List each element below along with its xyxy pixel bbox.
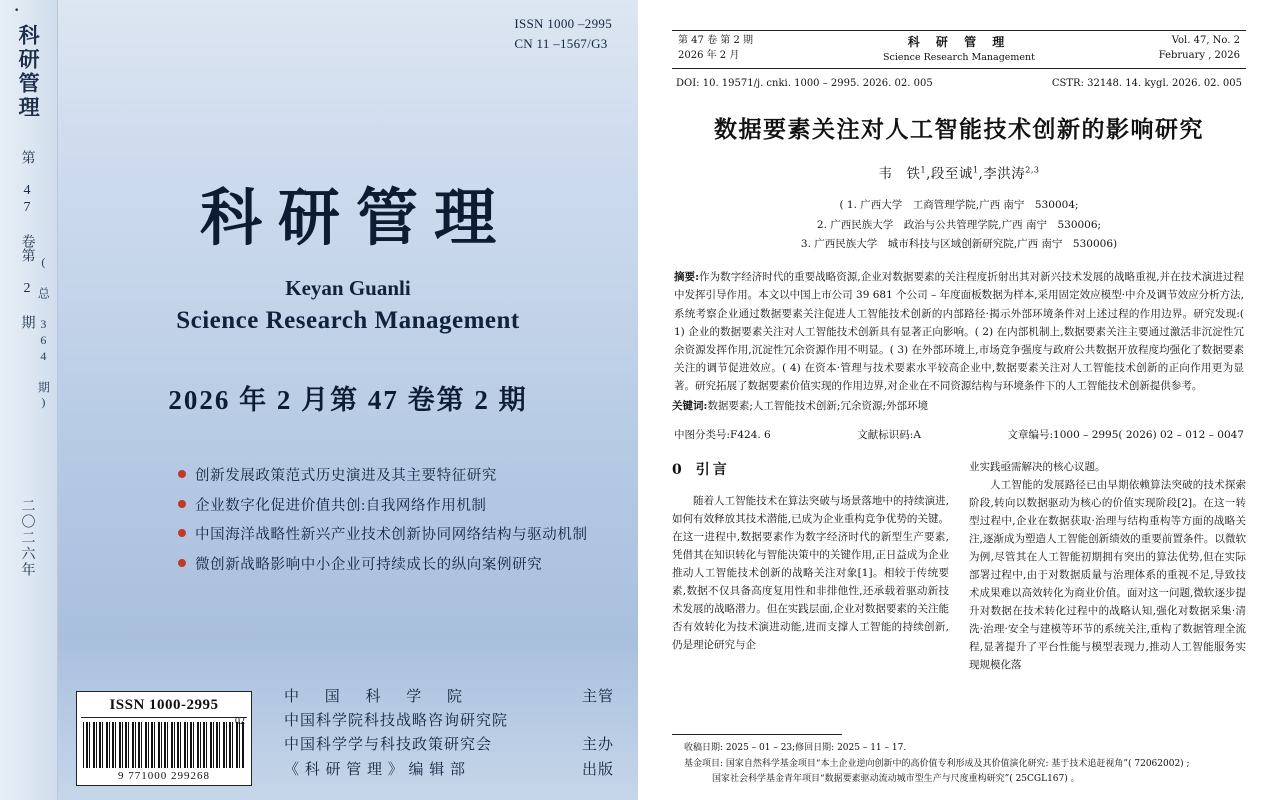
cover-bottom: [58, 670, 638, 800]
cover-table-of-contents: [178, 462, 598, 581]
running-head-vol-en: Vol. 47, No. 2: [1171, 35, 1240, 46]
footnote-funding-2: 国家社会科学基金青年项目“数据要素驱动流动城市型生产与尺度重构研究”( 25CGL167) 。: [712, 774, 1080, 785]
publisher-role: [578, 709, 614, 733]
publisher-block: [284, 685, 614, 782]
publisher-row: [284, 709, 614, 733]
article-no-value: 1000 – 2995( 2026) 02 – 012 – 0047: [1053, 428, 1244, 441]
toc-item-label: 中国海洋战略性新兴产业技术创新协同网络结构与驱动机制: [195, 527, 588, 544]
abstract-block: [672, 268, 1246, 394]
paragraph-continuation: 业实践亟需解决的核心议题。: [969, 460, 1106, 473]
toc-item: [178, 521, 598, 551]
section-number: 0: [672, 461, 682, 478]
affiliation-line: ( 1. 广西大学 工商管理学院,广西 南宁 530004;: [839, 199, 1079, 212]
cover-issue-line: 2026 年 2 月第 47 卷第 2 期: [168, 385, 528, 415]
footnote-block: [672, 734, 1246, 788]
cover-spine: [0, 0, 58, 800]
running-head-date: 2026 年 2 月: [678, 49, 740, 61]
body-column-left: [672, 458, 949, 690]
keywords-label: 关键词:: [672, 399, 708, 412]
article-no-group: [1008, 427, 1244, 442]
doc-code-label: 文献标识码:: [857, 428, 914, 441]
cover-english-title: Science Research Management: [176, 307, 520, 334]
barcode-number: 9 771000 299268: [118, 770, 210, 782]
doc-code-value: A: [913, 428, 921, 441]
barcode-issn-title: ISSN 1000-2995: [81, 695, 247, 718]
spine-title: 科研管理: [16, 24, 41, 120]
affiliation-line: 3. 广西民族大学 城市科技与区域创新研究院,广西 南宁 530006): [800, 238, 1118, 250]
article-title: 数据要素关注对人工智能技术创新的影响研究: [714, 116, 1204, 144]
bullet-icon: [178, 559, 186, 567]
cover-issn: ISSN 1000 –2995: [514, 16, 612, 31]
author-list: 韦 铁$^1$,段至诚$^1$,李洪涛$^{2,3}$: [878, 165, 1040, 183]
clc-value: F424. 6: [730, 428, 771, 441]
affiliation-list: [672, 196, 1246, 254]
running-head-center: [808, 34, 1110, 65]
doi-text: DOI: 10. 19571/j. cnki. 1000 – 2995. 2026. 02. 005: [676, 78, 933, 90]
toc-item: [178, 492, 598, 522]
keywords-block: [672, 398, 1246, 416]
journal-name-en: Science Research Management: [883, 52, 1035, 64]
article-no-label: 文章编号:: [1007, 428, 1054, 441]
bullet-icon: [178, 529, 186, 537]
publisher-name: 中国科学院科技战略咨询研究院: [284, 713, 509, 730]
bullet-icon: [178, 470, 186, 478]
running-head-right: [1110, 34, 1240, 63]
toc-item: [178, 462, 598, 492]
keywords-text: 数据要素;人工智能技术创新;冗余资源;外部环境: [707, 399, 929, 412]
body-column-right: [969, 458, 1246, 690]
journal-cover: [0, 0, 638, 800]
paragraph: 随着人工智能技术在算法突破与场景落地中的持续演进,如何有效释放其技术潜能,已成为企业重构竞争优势的关键。在这一进程中,数据要素作为数字经济时代的新型生产要素,凭借其在知识转化与智能决策中的关键作用,正日益成为企业推动人工智能技术创新的战略关注对象[1]。相较于传统要素,数据不仅具备高度复用性和非排他性,还承载着驱动新技术发展的战略潜力。但在实践层面,企业对数据要素的关注能否有效转化为技术演进动能,进而支撑人工智能的持续创新,仍是理论研究与企: [672, 494, 949, 652]
abstract-label: 摘要:: [674, 271, 699, 284]
section-title: 引言: [695, 461, 730, 478]
publisher-name: 中 国 科 学 院: [284, 688, 474, 705]
identifier-line: [672, 78, 1246, 89]
publisher-row: [284, 685, 614, 709]
barcode-icon: [83, 722, 245, 768]
publisher-name: 《 科 研 管 理 》 编 辑 部: [284, 761, 467, 778]
body-columns: [672, 458, 1246, 690]
footnote-funding-1: 基金项目: 国家自然科学基金项目“本土企业逆向创新中的高价值专利形成及其价值演化研究: 基于技术追赶视角”( 72062002) ;: [684, 758, 1190, 769]
running-head: [672, 30, 1246, 69]
cover-chinese-title: 科研管理: [199, 181, 512, 254]
running-head-left: [678, 34, 808, 63]
clc-label: 中图分类号:: [674, 428, 731, 441]
journal-name-cn: 科 研 管 理: [907, 35, 1011, 49]
toc-item-label: 创新发展政策范式历史演进及其主要特征研究: [195, 468, 497, 484]
spine-volume: 第 47 卷: [19, 150, 35, 250]
publisher-row: [284, 733, 614, 757]
spine-year: 二〇二六年: [19, 498, 35, 578]
toc-item-label: 企业数字化促进价值共创:自我网络作用机制: [195, 497, 487, 514]
running-head-volume: 第 47 卷 第 2 期: [678, 35, 753, 46]
cstr-text: CSTR: 32148. 14. kygl. 2026. 02. 005: [1051, 78, 1242, 90]
publisher-role: 主办: [581, 737, 614, 754]
cover-cn-code: CN 11 –1567/G3: [514, 35, 608, 51]
doc-code-group: [857, 427, 921, 442]
spine-issue: 第 2 期: [19, 248, 35, 331]
publisher-role: 主管: [581, 688, 614, 705]
running-head-date-en: February , 2026: [1158, 49, 1240, 61]
publisher-row: [284, 758, 614, 782]
toc-item-label: 微创新战略影响中小企业可持续成长的纵向案例研究: [195, 557, 543, 574]
clc-group: [674, 427, 771, 442]
footnote-received-date: 收稿日期: 2025 – 01 – 23;修回日期: 2025 – 11 – 17.: [684, 742, 907, 753]
barcode-block: [76, 691, 252, 786]
cover-issn-block: [514, 14, 612, 53]
affiliation-line: 2. 广西民族大学 政治与公共管理学院,广西 南宁 530006;: [816, 218, 1102, 231]
spine-serial: ( 总 364 期): [36, 255, 51, 411]
publisher-role: 出版: [581, 761, 614, 778]
bullet-icon: [178, 500, 186, 508]
cover-pinyin-title: Keyan Guanli: [285, 276, 411, 300]
classification-line: [672, 427, 1246, 442]
spine-top-mark: ·: [14, 2, 20, 19]
publisher-name: 中国科学学与科技政策研究会: [284, 737, 493, 754]
cover-body: [58, 0, 638, 800]
toc-item: [178, 551, 598, 581]
paragraph: 人工智能的发展路径已由早期依赖算法突破的技术探索阶段,转向以数据驱动为核心的价值实现阶段[2]。在这一转型过程中,企业在数据获取·治理与结构重构等方面的战略关注,逐渐成为塑造人工智能创新绩效的重要前置条件。以微软为例,尽管其在人工智能初期拥有突出的算法优势,但在实际部署过程中,由于对数据质量与治理体系的重视不足,导致技术成果难以高效转化为商业价值。面对这一问题,微软逐步提升对数据在技术转化过程中的战略认知,强化对数据采集·清洗·治理·安全与建模等环节的系统关注,重构了数据管理全流程,显著提升了平台性能与模型表现力,推动人工智能服务实现规模化落: [969, 478, 1246, 672]
footnote-divider: [672, 734, 842, 735]
section-heading: [672, 458, 949, 482]
barcode-issue-code: 02: [235, 716, 245, 727]
article-page: [638, 0, 1280, 800]
abstract-text: 作为数字经济时代的重要战略资源,企业对数据要素的关注程度折射出其对新兴技术发展的战略重视,并在技术演进过程中发挥引导作用。本文以中国上市公司 39 681 个公司 – 年度面板数据为样本,采用固定效应模型·中介及调节效应分析方法,系统考察企业通过数据要素关注促进人工智能技术创新的内部路径·揭示外部环境条件对上述过程的作用边界。研究发现:( 1) 企业的数据要素关注对人工智能技术创新具有显著正向影响。( 2) 在内部机制上,数据要素关注主要通过激活非沉淀性冗余资源发挥作用,沉淀性冗余资源作用不明显。( 3) 在外部环境上,市场竞争强度与政府公共数据开放程度均强化了数据要素关注的调节促进效应。( 4) 在资本·管理与技术要素水平较高企业中,数据要素关注对人工智能技术创新的正向作用更为显著。研究拓展了数据要素价值实现的作用边界,对企业在不同资源结构与环境条件下的人工智能技术创新提供参考。: [674, 271, 1244, 392]
